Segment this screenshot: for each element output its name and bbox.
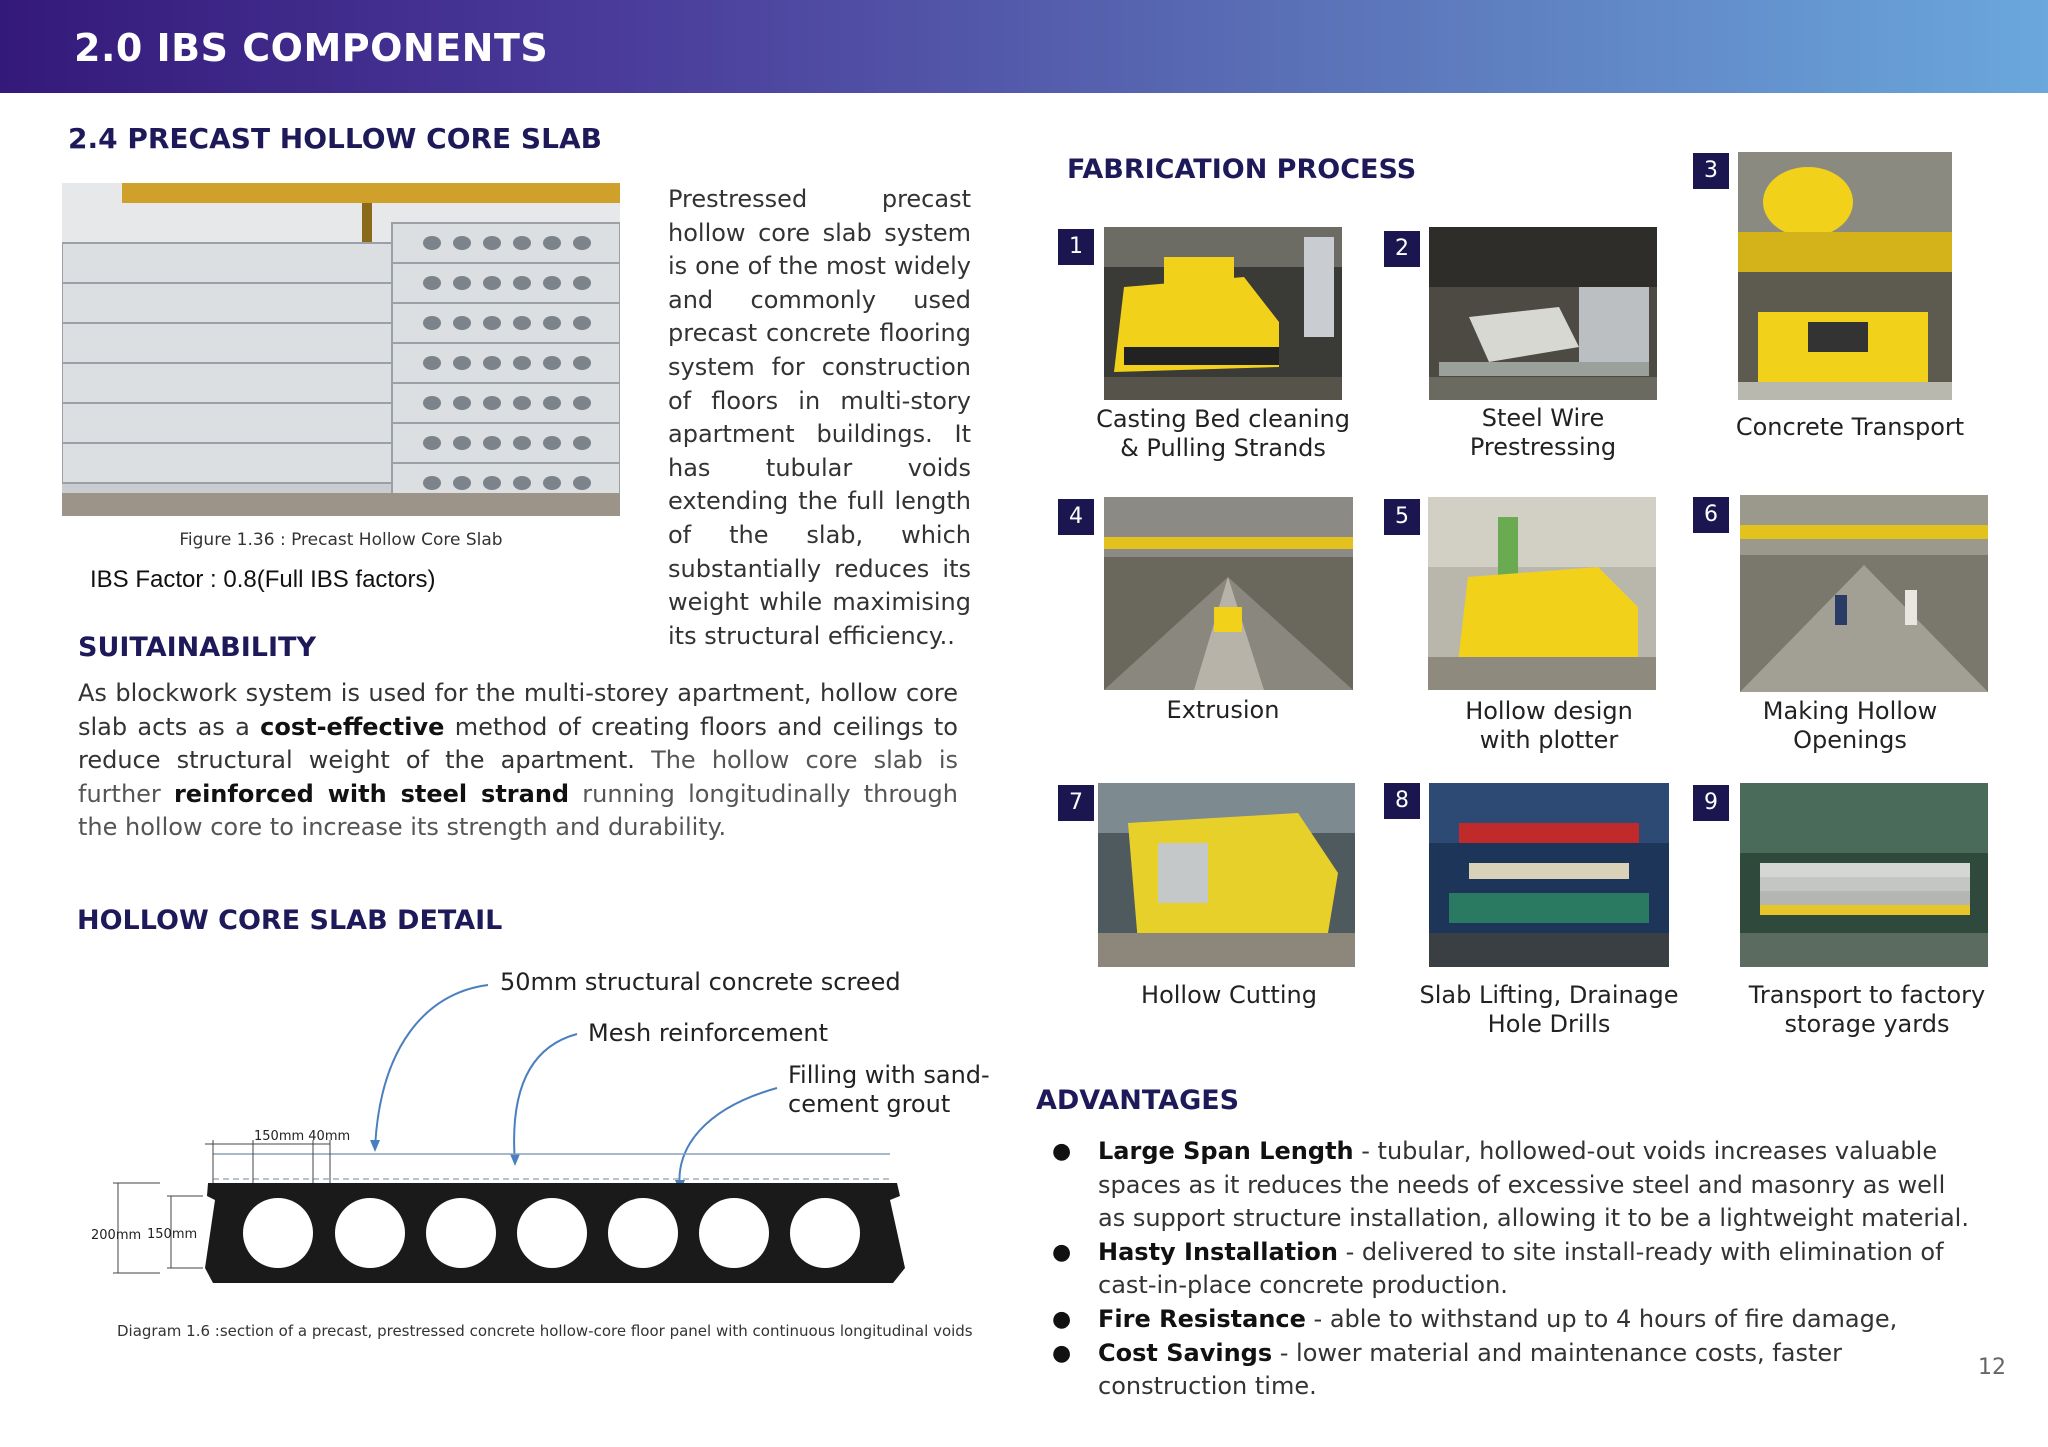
step-label-line1: Casting Bed cleaning bbox=[1096, 405, 1350, 433]
page-header bbox=[0, 0, 2048, 93]
callout-grout-line2: cement grout bbox=[788, 1090, 951, 1118]
step-label-line1: Steel Wire bbox=[1481, 404, 1605, 432]
step-label bbox=[1063, 696, 1383, 725]
step-number: 4 bbox=[1058, 499, 1094, 535]
advantage-text: - lower material and maintenance costs, faster construction time. bbox=[1098, 1338, 1842, 1401]
step-label-line2: & Pulling Strands bbox=[1120, 434, 1326, 462]
step-label bbox=[1389, 697, 1709, 755]
list-item bbox=[1050, 1135, 1980, 1236]
figure-caption: Figure 1.36 : Precast Hollow Core Slab bbox=[179, 530, 503, 550]
step-label-line2: Prestressing bbox=[1469, 433, 1617, 461]
step-label-line2: Openings bbox=[1793, 726, 1907, 754]
advantage-title: Cost Savings bbox=[1098, 1338, 1273, 1367]
callout-grout-line1: Filling with sand- bbox=[788, 1061, 990, 1089]
suitability-text-4: running longitudinally through the hollow core to increase its strength and durability. bbox=[78, 779, 958, 842]
advantage-text: - able to withstand up to 4 hours of fire damage, bbox=[1305, 1304, 1898, 1333]
step-number: 1 bbox=[1058, 229, 1094, 265]
step-photo-concrete-transport bbox=[1738, 152, 1952, 400]
callout-mesh: Mesh reinforcement bbox=[588, 1019, 828, 1047]
bullet-dot-icon: ● bbox=[1052, 1139, 1072, 1164]
step-number: 8 bbox=[1384, 783, 1420, 819]
suitability-bold-2: reinforced with steel strand bbox=[173, 779, 570, 808]
step-number: 5 bbox=[1384, 499, 1420, 535]
dim-top-label: 150mm 40mm bbox=[254, 1129, 351, 1144]
step-label-line1: Extrusion bbox=[1166, 696, 1280, 724]
suitability-text-1: As blockwork system is used for the multi-storey apartment, hollow core slab acts as a bbox=[78, 679, 958, 741]
step-photo-slab-lifting bbox=[1429, 783, 1669, 967]
step-number: 3 bbox=[1693, 153, 1729, 189]
diagram-caption: Diagram 1.6 :section of a precast, prestressed concrete hollow-core floor panel with continuous longitudinal voids bbox=[117, 1322, 973, 1340]
bullet-dot-icon: ● bbox=[1052, 1340, 1072, 1366]
step-photo-plotter bbox=[1428, 497, 1656, 690]
bullet-dot-icon: ● bbox=[1052, 1306, 1072, 1332]
suitability-text-2: method of creating floors and ceilings to reduce structural weight of the apartment. bbox=[78, 712, 958, 775]
step-photo-casting-bed bbox=[1104, 227, 1342, 400]
step-label-line1: Making Hollow bbox=[1762, 697, 1938, 725]
step-label bbox=[1707, 981, 2027, 1039]
advantage-title: Hasty Installation bbox=[1098, 1237, 1338, 1266]
advantage-text: - tubular, hollowed-out voids increases valuable spaces as it reduces the needs of excessive steel and masonry as well as support structure installation, allowing it to be a lightweight material. bbox=[1098, 1137, 1969, 1233]
advantage-title: Large Span Length bbox=[1098, 1137, 1354, 1165]
step-photo-prestressing bbox=[1429, 227, 1657, 400]
step-photo-hollow-openings bbox=[1740, 495, 1988, 692]
callout-arrow-mesh bbox=[514, 1034, 577, 1163]
step-photo-hollow-cutting bbox=[1098, 783, 1355, 967]
fabrication-title: FABRICATION PROCESS bbox=[1067, 154, 1417, 185]
hollow-core-slab-photo bbox=[62, 183, 620, 516]
step-label-line1: Hollow design bbox=[1465, 697, 1633, 725]
suitability-text-3: The hollow core slab is further bbox=[78, 746, 959, 808]
callout-screed: 50mm structural concrete screed bbox=[500, 968, 901, 996]
step-label-line2: Hole Drills bbox=[1487, 1010, 1611, 1038]
step-label bbox=[1069, 981, 1389, 1010]
page-number: 12 bbox=[1978, 1355, 2006, 1380]
ibs-factor: IBS Factor : 0.8(Full IBS factors) bbox=[90, 566, 436, 593]
step-number: 7 bbox=[1058, 785, 1094, 821]
step-label bbox=[1690, 413, 2010, 442]
advantage-title: Fire Resistance bbox=[1098, 1304, 1306, 1333]
advantage-text: - delivered to site install-ready with elimination of cast-in-place concrete production. bbox=[1098, 1237, 1944, 1300]
section-title: 2.4 PRECAST HOLLOW CORE SLAB bbox=[68, 122, 602, 155]
callout-arrow-screed bbox=[375, 985, 488, 1148]
step-label-line2: storage yards bbox=[1784, 1010, 1950, 1038]
advantages-title: ADVANTAGES bbox=[1036, 1085, 1240, 1116]
hollow-core-section-diagram bbox=[85, 968, 975, 1298]
step-photo-extrusion bbox=[1104, 497, 1353, 690]
intro-paragraph: Prestressed precast hollow core slab system is one of the most widely and commonly used precast concrete flooring system for construction of floors in multi-story apartment buildings. It has tubular voids extending the full length of the slab, which substantially reduces its weight while maximising its structural efficiency.. bbox=[668, 185, 971, 650]
advantages-list bbox=[1050, 1135, 1980, 1404]
dim-void-depth: 150mm bbox=[147, 1227, 198, 1242]
list-item bbox=[1050, 1303, 1980, 1337]
callout-arrow-grout bbox=[679, 1088, 777, 1188]
dim-overall-depth: 200mm bbox=[91, 1228, 142, 1243]
step-number: 2 bbox=[1384, 231, 1420, 267]
suitability-paragraph bbox=[78, 677, 958, 845]
list-item bbox=[1050, 1337, 1980, 1404]
step-number: 6 bbox=[1693, 497, 1729, 533]
step-number: 9 bbox=[1693, 785, 1729, 821]
step-photo-storage-yards bbox=[1740, 783, 1988, 967]
bullet-dot-icon: ● bbox=[1052, 1239, 1072, 1265]
suitability-title: SUITAINABILITY bbox=[78, 632, 317, 663]
suitability-bold-1: cost-effective bbox=[260, 712, 445, 741]
step-label-line1: Transport to factory bbox=[1748, 981, 1986, 1009]
header-title: 2.0 IBS COMPONENTS bbox=[74, 26, 549, 70]
detail-title: HOLLOW CORE SLAB DETAIL bbox=[77, 905, 503, 936]
step-label-line1: Slab Lifting, Drainage bbox=[1419, 981, 1679, 1009]
list-item bbox=[1050, 1236, 1980, 1303]
step-label-line1: Concrete Transport bbox=[1735, 413, 1965, 441]
step-label bbox=[1389, 981, 1709, 1039]
step-label-line2: with plotter bbox=[1479, 726, 1619, 754]
step-label-line1: Hollow Cutting bbox=[1141, 981, 1317, 1009]
step-label bbox=[1383, 404, 1703, 462]
step-label bbox=[1063, 405, 1383, 463]
step-label bbox=[1690, 697, 2010, 755]
